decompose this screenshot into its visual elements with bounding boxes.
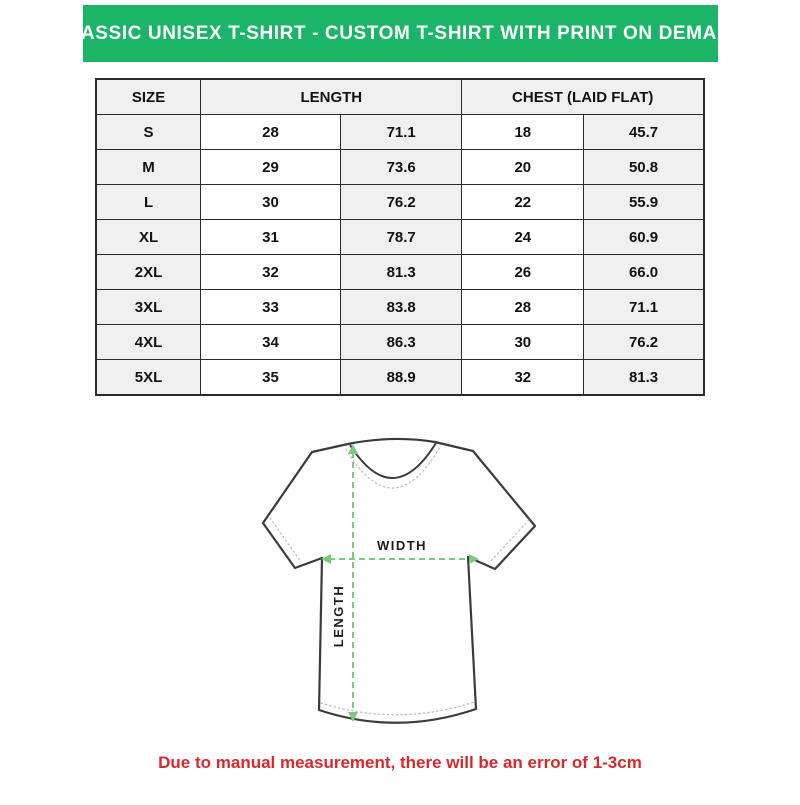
size-cell: L — [96, 185, 201, 220]
tshirt-outline — [263, 439, 535, 723]
length-label: LENGTH — [331, 584, 346, 648]
chest-cm-cell: 45.7 — [584, 115, 704, 150]
col-header-size: SIZE — [96, 79, 201, 115]
length-in-cell: 32 — [201, 255, 341, 290]
chest-cm-cell: 81.3 — [584, 360, 704, 396]
table-row — [96, 185, 704, 220]
size-cell: S — [96, 115, 201, 150]
col-header-chest: CHEST (LAID FLAT) — [462, 79, 704, 115]
length-cm-cell: 88.9 — [340, 360, 462, 396]
length-in-cell: 31 — [201, 220, 341, 255]
table-row — [96, 290, 704, 325]
length-in-cell: 34 — [201, 325, 341, 360]
chest-cm-cell: 60.9 — [584, 220, 704, 255]
length-cm-cell: 78.7 — [340, 220, 462, 255]
length-in-cell: 35 — [201, 360, 341, 396]
size-cell: XL — [96, 220, 201, 255]
size-cell: 2XL — [96, 255, 201, 290]
tshirt-diagram-svg — [245, 426, 545, 736]
table-row — [96, 115, 704, 150]
size-chart-table — [95, 78, 705, 396]
width-label: WIDTH — [376, 538, 428, 553]
length-cm-cell: 81.3 — [340, 255, 462, 290]
tshirt-measurement-diagram — [245, 426, 545, 741]
table-row — [96, 360, 704, 396]
title-banner — [54, 5, 746, 62]
table-row — [96, 325, 704, 360]
length-in-cell: 28 — [201, 115, 341, 150]
length-cm-cell: 83.8 — [340, 290, 462, 325]
size-cell: M — [96, 150, 201, 185]
length-in-cell: 30 — [201, 185, 341, 220]
chest-in-cell: 32 — [462, 360, 584, 396]
chest-in-cell: 26 — [462, 255, 584, 290]
measurement-note: Due to manual measurement, there will be an error of 1-3cm — [158, 753, 642, 772]
size-cell: 3XL — [96, 290, 201, 325]
length-cm-cell: 76.2 — [340, 185, 462, 220]
chest-in-cell: 28 — [462, 290, 584, 325]
chest-in-cell: 22 — [462, 185, 584, 220]
chest-in-cell: 24 — [462, 220, 584, 255]
table-row — [96, 220, 704, 255]
table-row — [96, 255, 704, 290]
chest-cm-cell: 76.2 — [584, 325, 704, 360]
chest-cm-cell: 66.0 — [584, 255, 704, 290]
chest-cm-cell: 55.9 — [584, 185, 704, 220]
chest-in-cell: 30 — [462, 325, 584, 360]
length-in-cell: 33 — [201, 290, 341, 325]
chest-in-cell: 20 — [462, 150, 584, 185]
size-cell: 4XL — [96, 325, 201, 360]
chest-in-cell: 18 — [462, 115, 584, 150]
length-cm-cell: 71.1 — [340, 115, 462, 150]
page-title: CLASSIC UNISEX T-SHIRT - CUSTOM T-SHIRT WITH PRINT ON DEMAND — [54, 22, 746, 44]
chest-cm-cell: 71.1 — [584, 290, 704, 325]
table-row — [96, 150, 704, 185]
size-cell: 5XL — [96, 360, 201, 396]
length-cm-cell: 73.6 — [340, 150, 462, 185]
chest-cm-cell: 50.8 — [584, 150, 704, 185]
col-header-length: LENGTH — [201, 79, 462, 115]
length-in-cell: 29 — [201, 150, 341, 185]
table-header-row — [96, 79, 704, 115]
length-cm-cell: 86.3 — [340, 325, 462, 360]
